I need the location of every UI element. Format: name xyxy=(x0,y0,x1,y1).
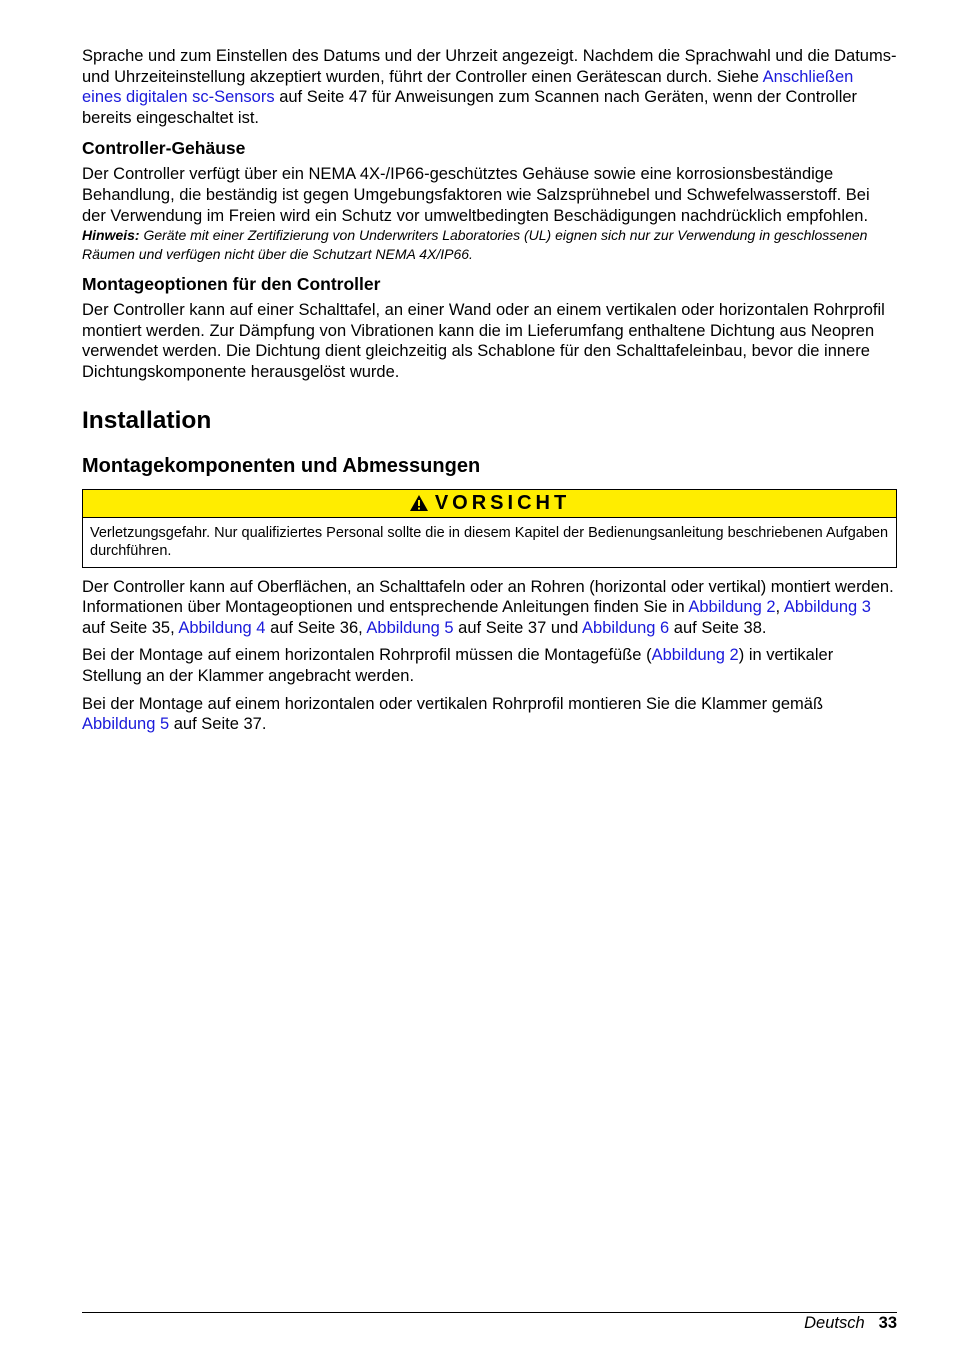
link-figure-6[interactable]: Abbildung 6 xyxy=(582,618,670,637)
link-figure-3[interactable]: Abbildung 3 xyxy=(783,598,871,617)
link-figure-2[interactable]: Abbildung 2 xyxy=(688,598,776,617)
mounting-paragraph-1: Der Controller kann auf Oberflächen, an Schalttafeln oder an Rohren (horizontal oder vertikal) montiert werden. Informationen über Montageoptionen und entsprechende Anleitungen finden Sie in Abbildung 2, Abbildung 3 auf Seite 35, Abbildung 4 auf Seite 36, Abbildung 5 auf Seite 37 und Abbildung 6 auf Seite 38. xyxy=(82,577,894,637)
link-figure-2-feet[interactable]: Abbildung 2 xyxy=(651,646,739,665)
warning-text: Verletzungsgefahr. Nur qualifiziertes Personal sollte die in diesem Kapitel der Bedienungsanleitung beschriebenen Aufgaben durchführen. xyxy=(90,524,889,559)
housing-paragraph: Der Controller verfügt über ein NEMA 4X-/IP66-geschütztes Gehäuse sowie eine korrosionsbeständige Behandlung, die beständig ist gegen Umgebungsfaktoren wie Salzsprühnebel und Schwefelwasserstoff. Bei der Verwendung im Freien wird ein Schutz vor umweltbedingten Beschädigungen nachdrücklich empfohlen. xyxy=(82,165,870,225)
intro-paragraph: Sprache und zum Einstellen des Datums und der Uhrzeit angezeigt. Nachdem die Sprachwahl und die Datums- und Uhrzeiteinstellung akzeptiert wurden, führt der Controller einen Gerätescan durch. Siehe Anschließen eines digitalen sc-Sensors auf Seite 47 für Anweisungen zum Scannen nach Geräten, wenn der Controller bereits eingeschaltet ist. xyxy=(82,47,897,127)
warning-box xyxy=(82,489,897,568)
warning-header xyxy=(83,490,896,518)
link-figure-5[interactable]: Abbildung 5 xyxy=(366,618,454,637)
heading-controller-housing: Controller-Gehäuse xyxy=(82,138,246,159)
mounting-options-paragraph: Der Controller kann auf einer Schalttafel, an einer Wand oder an einem vertikalen oder horizontalen Rohrprofil montiert werden. Zur Dämpfung von Vibrationen kann die im Lieferumfang enthaltene Dichtung aus Neopren verwendet werden. Die Dichtung dient gleichzeitig als Schablone für den Schalttafeleinbau, bevor die innere Dichtungskomponente herausgelöst wurde. xyxy=(82,301,885,381)
link-figure-4[interactable]: Abbildung 4 xyxy=(178,618,266,637)
heading-mounting-options: Montageoptionen für den Controller xyxy=(82,274,381,295)
page-content xyxy=(82,46,897,735)
link-figure-5-clamp[interactable]: Abbildung 5 xyxy=(82,715,170,734)
link-digital-sensor[interactable]: Anschließen eines digitalen sc-Sensors xyxy=(82,67,854,107)
housing-note: Hinweis: Geräte mit einer Zertifizierung von Underwriters Laboratories (UL) eignen sich nur zur Verwendung in geschlossenen Räumen und verfügen nicht über die Schutzart NEMA 4X/IP66. xyxy=(82,227,868,263)
warning-title: VORSICHT xyxy=(434,491,571,514)
page-footer xyxy=(804,1313,897,1333)
warning-triangle-icon xyxy=(409,494,429,512)
mounting-paragraph-3: Bei der Montage auf einem horizontalen oder vertikalen Rohrprofil montieren Sie die Klammer gemäß Abbildung 5 auf Seite 37. xyxy=(82,694,824,734)
mounting-paragraph-2: Bei der Montage auf einem horizontalen Rohrprofil müssen die Montagefüße (Abbildung 2) in vertikaler Stellung an der Klammer angebracht werden. xyxy=(82,646,834,685)
heading-installation: Installation xyxy=(82,406,212,434)
page-number: 33 xyxy=(878,1314,897,1332)
footer-divider xyxy=(82,1312,897,1313)
heading-mounting-components: Montagekomponenten und Abmessungen xyxy=(82,454,481,477)
footer-language: Deutsch xyxy=(804,1314,865,1332)
